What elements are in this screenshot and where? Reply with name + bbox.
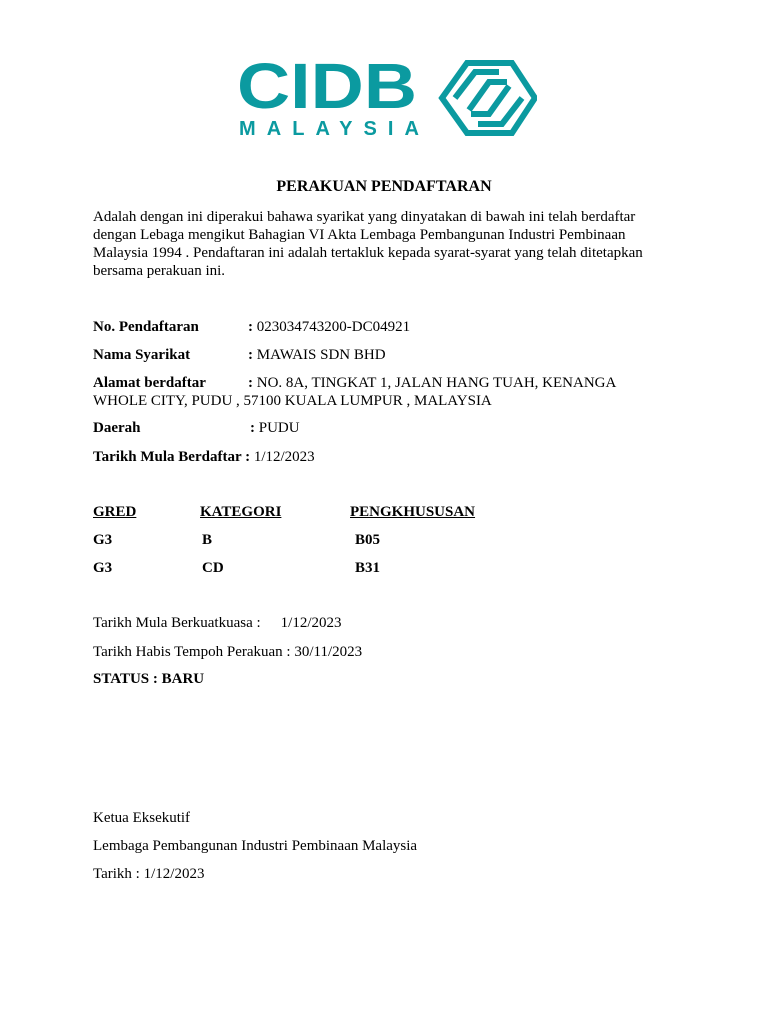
status-label: STATUS : BARU — [93, 671, 205, 687]
tarikh-habis-tempoh: Tarikh Habis Tempoh Perakuan : 30/11/2023 — [93, 644, 363, 660]
field-value-line2: WHOLE CITY, PUDU , 57100 KUALA LUMPUR , MALAYSIA — [93, 393, 492, 409]
field-label: Nama Syarikat — [93, 347, 191, 363]
field-daerah: Daerah : PUDU — [93, 420, 300, 436]
field-value: 1/12/2023 — [253, 449, 315, 465]
logo-wordmark: CIDB — [237, 58, 417, 122]
signatory-position: Ketua Eksekutif — [93, 810, 191, 826]
field-value-line1: NO. 8A, TINGKAT 1, JALAN HANG TUAH, KENANGA — [256, 375, 617, 391]
table-cell: CD — [202, 560, 224, 576]
table-cell: G3 — [93, 532, 113, 548]
field-label: Alamat berdaftar — [93, 375, 206, 391]
field-label: No. Pendaftaran — [93, 319, 199, 335]
table-cell: B31 — [355, 560, 381, 576]
signature-date: Tarikh : 1/12/2023 — [93, 866, 205, 882]
field-value: 023034743200-DC04921 — [256, 319, 411, 335]
column-header-kategori: KATEGORI — [200, 504, 282, 520]
field-tarikh-mula-berdaftar — [93, 448, 693, 466]
logo-emblem-icon — [442, 63, 535, 133]
field-label: Tarikh Mula Berdaftar : — [93, 449, 251, 465]
validity-value: 1/12/2023 — [280, 615, 342, 631]
table-cell: B — [202, 532, 213, 548]
field-no-pendaftaran: No. Pendaftaran : 023034743200-DC04921 — [93, 319, 411, 335]
field-label: Daerah — [93, 420, 141, 436]
field-value: PUDU — [258, 420, 300, 436]
field-nama-syarikat: Nama Syarikat : MAWAIS SDN BHD — [93, 347, 386, 363]
intro-paragraph: Adalah dengan ini diperakui bahawa syarikat yang dinyatakan di bawah ini telah berdaftar dengan Lebaga mengikut Bahagian VI Akta Lembaga Pembangunan Industri Pembinaan Malaysia 1994 . Pendaftaran ini adalah tertakluk kepada syarat-syarat yang telah ditetapkan bersama perakuan ini. — [93, 209, 643, 279]
logo-subtitle: MALAYSIA — [239, 118, 419, 138]
column-header-pengkhususan: PENGKHUSUSAN — [350, 504, 476, 520]
cidb-logo — [237, 58, 537, 138]
table-cell: G3 — [93, 560, 113, 576]
field-value: MAWAIS SDN BHD — [256, 347, 386, 363]
field-alamat: Alamat berdaftar : NO. 8A, TINGKAT 1, JALAN HANG TUAH, KENANGA WHOLE CITY, PUDU , 57100 KUALA LUMPUR , MALAYSIA — [93, 375, 617, 409]
signatory-organization: Lembaga Pembangunan Industri Pembinaan Malaysia — [93, 838, 418, 854]
validity-label: Tarikh Mula Berkuatkuasa : — [93, 615, 261, 631]
column-header-gred: GRED — [93, 504, 137, 520]
tarikh-mula-berkuatkuasa — [93, 614, 342, 632]
table-cell: B05 — [355, 532, 381, 548]
document-title: PERAKUAN PENDAFTARAN — [276, 178, 492, 195]
